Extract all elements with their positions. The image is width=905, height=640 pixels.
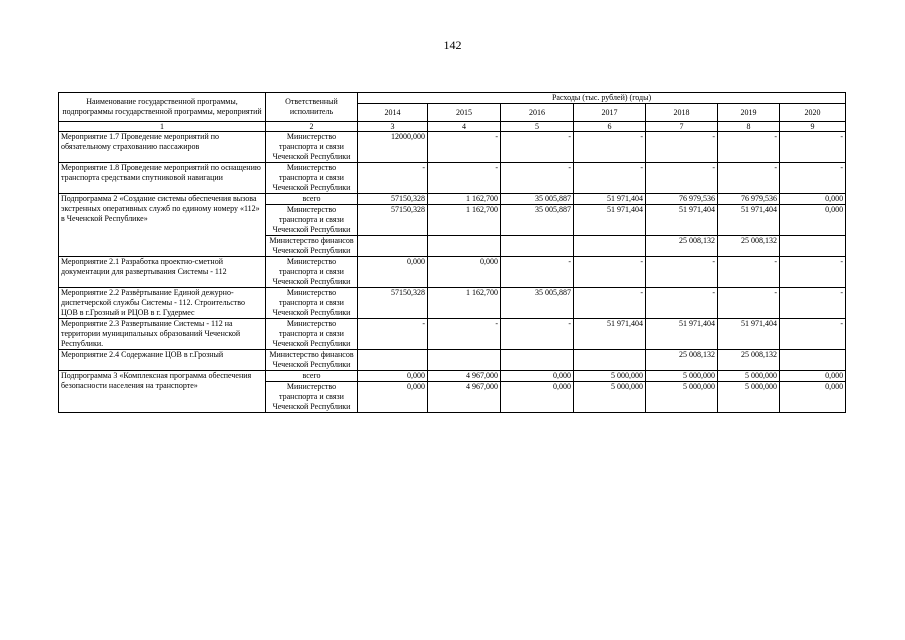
- cell-value: [358, 236, 428, 257]
- row-executor: Министерство транспорта и связи Чеченской Республики: [266, 163, 358, 194]
- cell-value: 1 162,700: [428, 205, 501, 236]
- cell-value: 25 008,132: [646, 236, 718, 257]
- row-executor: Министерство финансов Чеченской Республики: [266, 236, 358, 257]
- cell-value: -: [358, 319, 428, 350]
- header-year: 2020: [780, 104, 846, 122]
- cell-value: 1 162,700: [428, 194, 501, 205]
- row-name: Подпрограмма 2 «Создание системы обеспечения вызова экстренных оперативных служб по единому номеру «112» в Чеченской Республике»: [59, 194, 266, 257]
- column-index: 9: [780, 122, 846, 132]
- cell-value: 0,000: [501, 371, 574, 382]
- budget-table: [58, 92, 846, 413]
- cell-value: 5 000,000: [574, 382, 646, 413]
- table-row: [59, 194, 846, 205]
- row-executor: всего: [266, 371, 358, 382]
- cell-value: -: [780, 257, 846, 288]
- row-name: Мероприятие 2.4 Содержание ЦОВ в г.Грозный: [59, 350, 266, 371]
- cell-value: -: [780, 163, 846, 194]
- cell-value: -: [358, 163, 428, 194]
- table-row: [59, 163, 846, 194]
- row-executor: Министерство транспорта и связи Чеченской Республики: [266, 257, 358, 288]
- row-name: Мероприятие 1.7 Проведение мероприятий по обязательному страхованию пассажиров: [59, 132, 266, 163]
- cell-value: -: [646, 288, 718, 319]
- cell-value: 5 000,000: [718, 382, 780, 413]
- cell-value: 0,000: [780, 205, 846, 236]
- cell-value: -: [718, 257, 780, 288]
- cell-value: -: [780, 288, 846, 319]
- header-year: 2018: [646, 104, 718, 122]
- cell-value: 5 000,000: [646, 371, 718, 382]
- cell-value: -: [501, 163, 574, 194]
- cell-value: -: [780, 319, 846, 350]
- cell-value: 1 162,700: [428, 288, 501, 319]
- cell-value: 25 008,132: [718, 350, 780, 371]
- cell-value: [780, 236, 846, 257]
- column-index: 3: [358, 122, 428, 132]
- cell-value: -: [574, 257, 646, 288]
- row-name: Подпрограмма 3 «Комплексная программа обеспечения безопасности населения на транспорте»: [59, 371, 266, 413]
- cell-value: 0,000: [501, 382, 574, 413]
- cell-value: 51 971,404: [646, 319, 718, 350]
- cell-value: -: [428, 132, 501, 163]
- cell-value: 76 979,536: [718, 194, 780, 205]
- cell-value: [574, 236, 646, 257]
- row-executor: Министерство транспорта и связи Чеченской Республики: [266, 288, 358, 319]
- cell-value: -: [646, 257, 718, 288]
- header-year: 2014: [358, 104, 428, 122]
- row-executor: Министерство финансов Чеченской Республики: [266, 350, 358, 371]
- cell-value: -: [428, 163, 501, 194]
- header-year: 2016: [501, 104, 574, 122]
- column-index-row: [59, 122, 846, 132]
- cell-value: 4 967,000: [428, 382, 501, 413]
- cell-value: 51 971,404: [574, 319, 646, 350]
- cell-value: -: [428, 319, 501, 350]
- cell-value: 5 000,000: [718, 371, 780, 382]
- cell-value: -: [780, 132, 846, 163]
- cell-value: 12000,000: [358, 132, 428, 163]
- cell-value: 51 971,404: [718, 205, 780, 236]
- cell-value: [501, 236, 574, 257]
- cell-value: 57150,328: [358, 194, 428, 205]
- cell-value: -: [501, 257, 574, 288]
- column-index: 8: [718, 122, 780, 132]
- cell-value: [358, 350, 428, 371]
- header-name: Наименование государственной программы, подпрограммы государственной программы, мероприятий: [59, 93, 266, 122]
- row-executor: Министерство транспорта и связи Чеченской Республики: [266, 382, 358, 413]
- row-executor: Министерство транспорта и связи Чеченской Республики: [266, 132, 358, 163]
- cell-value: -: [718, 288, 780, 319]
- cell-value: 0,000: [428, 257, 501, 288]
- cell-value: 51 971,404: [718, 319, 780, 350]
- cell-value: 4 967,000: [428, 371, 501, 382]
- column-index: 7: [646, 122, 718, 132]
- row-executor: всего: [266, 194, 358, 205]
- cell-value: 5 000,000: [646, 382, 718, 413]
- header-expenses: Расходы (тыс. рублей) (годы): [358, 93, 846, 104]
- column-index: 6: [574, 122, 646, 132]
- cell-value: [574, 350, 646, 371]
- cell-value: -: [501, 132, 574, 163]
- column-index: 1: [59, 122, 266, 132]
- header-executor: Ответственный исполнитель: [266, 93, 358, 122]
- cell-value: 0,000: [358, 257, 428, 288]
- row-executor: Министерство транспорта и связи Чеченской Республики: [266, 205, 358, 236]
- cell-value: -: [718, 132, 780, 163]
- cell-value: 51 971,404: [574, 194, 646, 205]
- header-year: 2015: [428, 104, 501, 122]
- table-row: [59, 350, 846, 371]
- header-year: 2019: [718, 104, 780, 122]
- column-index: 5: [501, 122, 574, 132]
- cell-value: 35 005,887: [501, 205, 574, 236]
- cell-value: 5 000,000: [574, 371, 646, 382]
- row-name: Мероприятие 2.1 Разработка проектно-сметной документации для развертывания Системы - 112: [59, 257, 266, 288]
- cell-value: -: [574, 163, 646, 194]
- table-row: [59, 288, 846, 319]
- cell-value: -: [574, 132, 646, 163]
- header-year: 2017: [574, 104, 646, 122]
- cell-value: -: [646, 163, 718, 194]
- cell-value: 51 971,404: [646, 205, 718, 236]
- column-index: 4: [428, 122, 501, 132]
- table-row: [59, 257, 846, 288]
- cell-value: 0,000: [358, 382, 428, 413]
- cell-value: -: [718, 163, 780, 194]
- cell-value: 35 005,887: [501, 288, 574, 319]
- cell-value: 51 971,404: [574, 205, 646, 236]
- cell-value: 0,000: [780, 371, 846, 382]
- cell-value: 0,000: [780, 382, 846, 413]
- cell-value: 25 008,132: [718, 236, 780, 257]
- row-name: Мероприятие 2.2 Развёртывание Единой дежурно-диспетчерской службы Системы - 112. Строительство ЦОВ в г.Грозный и РЦОВ в г. Гудермес: [59, 288, 266, 319]
- cell-value: [780, 350, 846, 371]
- cell-value: 57150,328: [358, 205, 428, 236]
- row-name: Мероприятие 1.8 Проведение мероприятий по оснащению транспорта средствами спутниковой навигации: [59, 163, 266, 194]
- cell-value: [428, 236, 501, 257]
- row-name: Мероприятие 2.3 Развертывание Системы - 112 на территории муниципальных образований Чеченской Республики.: [59, 319, 266, 350]
- table-row: [59, 371, 846, 382]
- page-number: 142: [443, 38, 462, 52]
- column-index: 2: [266, 122, 358, 132]
- cell-value: 76 979,536: [646, 194, 718, 205]
- cell-value: -: [646, 132, 718, 163]
- cell-value: 25 008,132: [646, 350, 718, 371]
- cell-value: 57150,328: [358, 288, 428, 319]
- cell-value: [501, 350, 574, 371]
- row-executor: Министерство транспорта и связи Чеченской Республики: [266, 319, 358, 350]
- table-row: [59, 319, 846, 350]
- table-row: [59, 132, 846, 163]
- cell-value: 0,000: [780, 194, 846, 205]
- cell-value: -: [574, 288, 646, 319]
- cell-value: -: [501, 319, 574, 350]
- cell-value: 35 005,887: [501, 194, 574, 205]
- cell-value: [428, 350, 501, 371]
- cell-value: 0,000: [358, 371, 428, 382]
